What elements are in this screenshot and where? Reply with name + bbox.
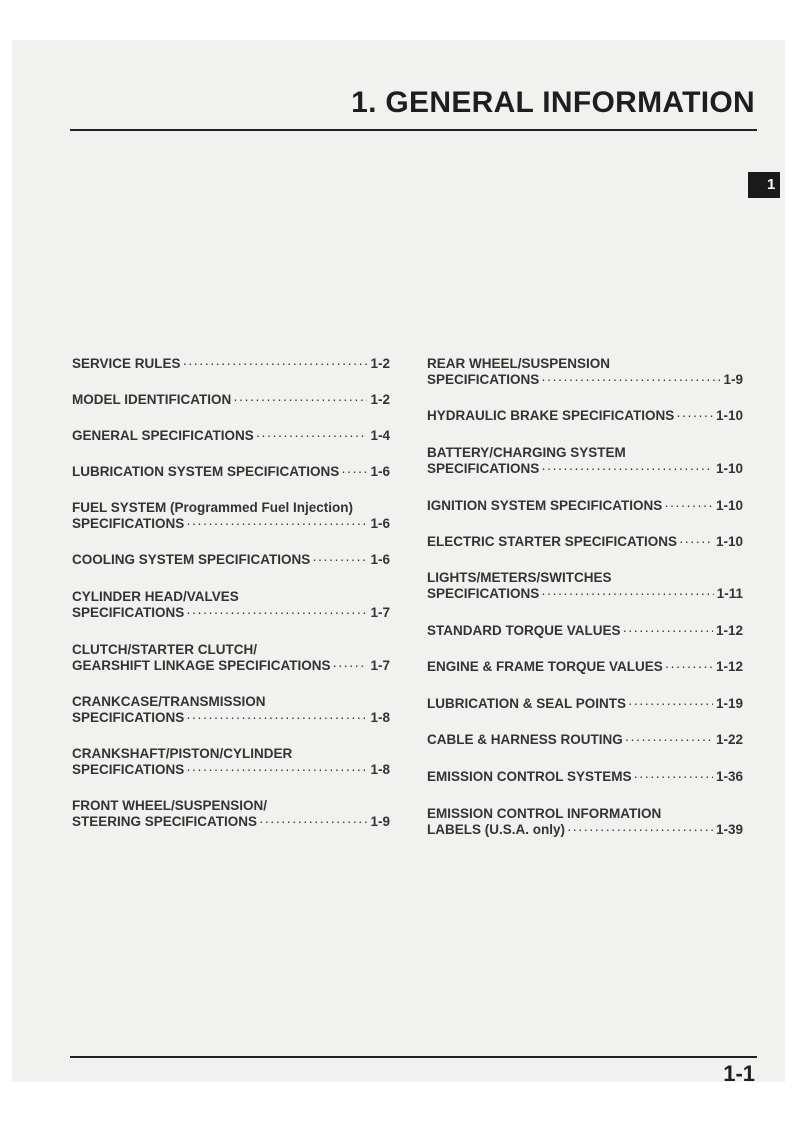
toc-entry-title: LABELS (U.S.A. only) [427, 822, 565, 837]
toc-entry[interactable] [72, 694, 390, 726]
toc-entry[interactable] [427, 623, 743, 639]
dot-leader [567, 822, 713, 838]
dot-leader [541, 461, 713, 477]
page-title: 1. GENERAL INFORMATION [351, 86, 755, 119]
dot-leader [664, 498, 713, 514]
toc-entry-title: EMISSION CONTROL SYSTEMS [427, 769, 632, 784]
toc-entry-title: CLUTCH/STARTER CLUTCH/ [72, 642, 257, 657]
toc-entry-title: FUEL SYSTEM (Programmed Fuel Injection) [72, 500, 354, 515]
toc-entry-page: 1-9 [370, 814, 390, 829]
dot-leader [623, 623, 713, 639]
toc-entry-title: HYDRAULIC BRAKE SPECIFICATIONS [427, 408, 675, 423]
toc-entry-title: SPECIFICATIONS [427, 461, 540, 476]
toc-entry[interactable] [427, 534, 743, 550]
toc-entry-title: CABLE & HARNESS ROUTING [427, 732, 623, 747]
toc-entry[interactable] [72, 500, 390, 532]
toc-entry-page: 1-10 [715, 408, 743, 423]
toc-entry-title: CYLINDER HEAD/VALVES [72, 589, 239, 604]
dot-leader [676, 408, 713, 424]
toc-entry-page: 1-7 [370, 658, 390, 673]
toc-entry[interactable] [72, 798, 390, 830]
dot-leader [312, 552, 367, 568]
toc-entry-page: 1-10 [715, 498, 743, 513]
dot-leader [186, 762, 367, 778]
toc-entry-title: ELECTRIC STARTER SPECIFICATIONS [427, 534, 678, 549]
toc-entry[interactable] [72, 392, 390, 408]
toc-entry-title: STEERING SPECIFICATIONS [72, 814, 258, 829]
dot-leader [679, 534, 713, 550]
footer-rule [70, 1056, 757, 1058]
toc-entry-title: STANDARD TORQUE VALUES [427, 623, 621, 638]
toc-entry-page: 1-10 [715, 534, 743, 549]
toc-entry-title: GENERAL SPECIFICATIONS [72, 428, 254, 443]
toc-entry[interactable] [427, 356, 743, 388]
title-rule [70, 129, 757, 131]
toc-entry-page: 1-8 [370, 762, 390, 777]
toc-entry[interactable] [427, 696, 743, 712]
toc-entry[interactable] [72, 552, 390, 568]
toc-entry[interactable] [427, 498, 743, 514]
toc-entry-title: SERVICE RULES [72, 356, 181, 371]
toc-entry-title: LIGHTS/METERS/SWITCHES [427, 570, 612, 585]
toc-entry-page: 1-11 [716, 586, 743, 601]
dot-leader [665, 659, 713, 675]
toc-entry-title: ENGINE & FRAME TORQUE VALUES [427, 659, 663, 674]
dot-leader [256, 428, 368, 444]
toc-entry-page: 1-36 [715, 769, 743, 784]
dot-leader [186, 605, 367, 621]
toc-entry[interactable] [427, 732, 743, 748]
dot-leader [634, 769, 713, 785]
toc-entry-page: 1-6 [370, 552, 390, 567]
dot-leader [541, 372, 720, 388]
dot-leader [625, 732, 713, 748]
toc-entry-title: GEARSHIFT LINKAGE SPECIFICATIONS [72, 658, 331, 673]
toc-entry[interactable] [427, 659, 743, 675]
toc-entry-page: 1-12 [715, 623, 743, 638]
toc-entry-title: SPECIFICATIONS [72, 762, 185, 777]
toc-entry[interactable] [427, 445, 743, 477]
toc-entry-page: 1-6 [370, 516, 390, 531]
toc-entry-title: REAR WHEEL/SUSPENSION [427, 356, 611, 371]
toc-entry-title: FRONT WHEEL/SUSPENSION/ [72, 798, 268, 813]
toc-entry[interactable] [427, 769, 743, 785]
toc-entry-page: 1-9 [723, 372, 743, 387]
toc-entry-page: 1-2 [370, 392, 390, 407]
toc-entry-page: 1-10 [715, 461, 743, 476]
toc-entry-page: 1-6 [370, 464, 390, 479]
toc-entry-title: MODEL IDENTIFICATION [72, 392, 232, 407]
dot-leader [259, 814, 367, 830]
toc-entry-page: 1-19 [715, 696, 743, 711]
toc-entry-page: 1-12 [715, 659, 743, 674]
toc-entry-title: SPECIFICATIONS [427, 372, 540, 387]
toc-entry[interactable] [72, 642, 390, 674]
dot-leader [541, 586, 713, 602]
toc-entry[interactable] [72, 589, 390, 621]
toc-entry[interactable] [427, 806, 743, 838]
toc-entry-title: CRANKSHAFT/PISTON/CYLINDER [72, 746, 293, 761]
toc-entry-title: SPECIFICATIONS [72, 710, 185, 725]
toc-entry-title: SPECIFICATIONS [427, 586, 540, 601]
toc-entry-title: LUBRICATION & SEAL POINTS [427, 696, 627, 711]
toc-entry[interactable] [72, 746, 390, 778]
toc-entry-page: 1-22 [715, 732, 743, 747]
toc-entry[interactable] [427, 408, 743, 424]
toc-entry-title: SPECIFICATIONS [72, 516, 185, 531]
toc-entry-page: 1-7 [370, 605, 390, 620]
toc-entry-title: SPECIFICATIONS [72, 605, 185, 620]
toc-entry-page: 1-8 [370, 710, 390, 725]
toc-entry-title: IGNITION SYSTEM SPECIFICATIONS [427, 498, 663, 513]
section-tab: 1 [748, 172, 780, 198]
dot-leader [183, 356, 368, 372]
toc-entry-title: EMISSION CONTROL INFORMATION [427, 806, 662, 821]
page-number: 1-1 [723, 1061, 755, 1086]
toc-entry-title: COOLING SYSTEM SPECIFICATIONS [72, 552, 311, 567]
toc-entry[interactable] [72, 356, 390, 372]
dot-leader [628, 696, 713, 712]
toc-entry-title: LUBRICATION SYSTEM SPECIFICATIONS [72, 464, 340, 479]
dot-leader [333, 658, 368, 674]
dot-leader [186, 516, 367, 532]
dot-leader [341, 464, 367, 480]
dot-leader [233, 392, 367, 408]
toc-entry[interactable] [72, 428, 390, 444]
toc-entry-page: 1-2 [370, 356, 390, 371]
toc-entry-page: 1-4 [370, 428, 390, 443]
toc-entry-title: BATTERY/CHARGING SYSTEM [427, 445, 626, 460]
toc-entry-page: 1-39 [715, 822, 743, 837]
toc-entry[interactable] [72, 464, 390, 480]
toc-entry-title: CRANKCASE/TRANSMISSION [72, 694, 266, 709]
dot-leader [186, 710, 367, 726]
toc-entry[interactable] [427, 570, 743, 602]
